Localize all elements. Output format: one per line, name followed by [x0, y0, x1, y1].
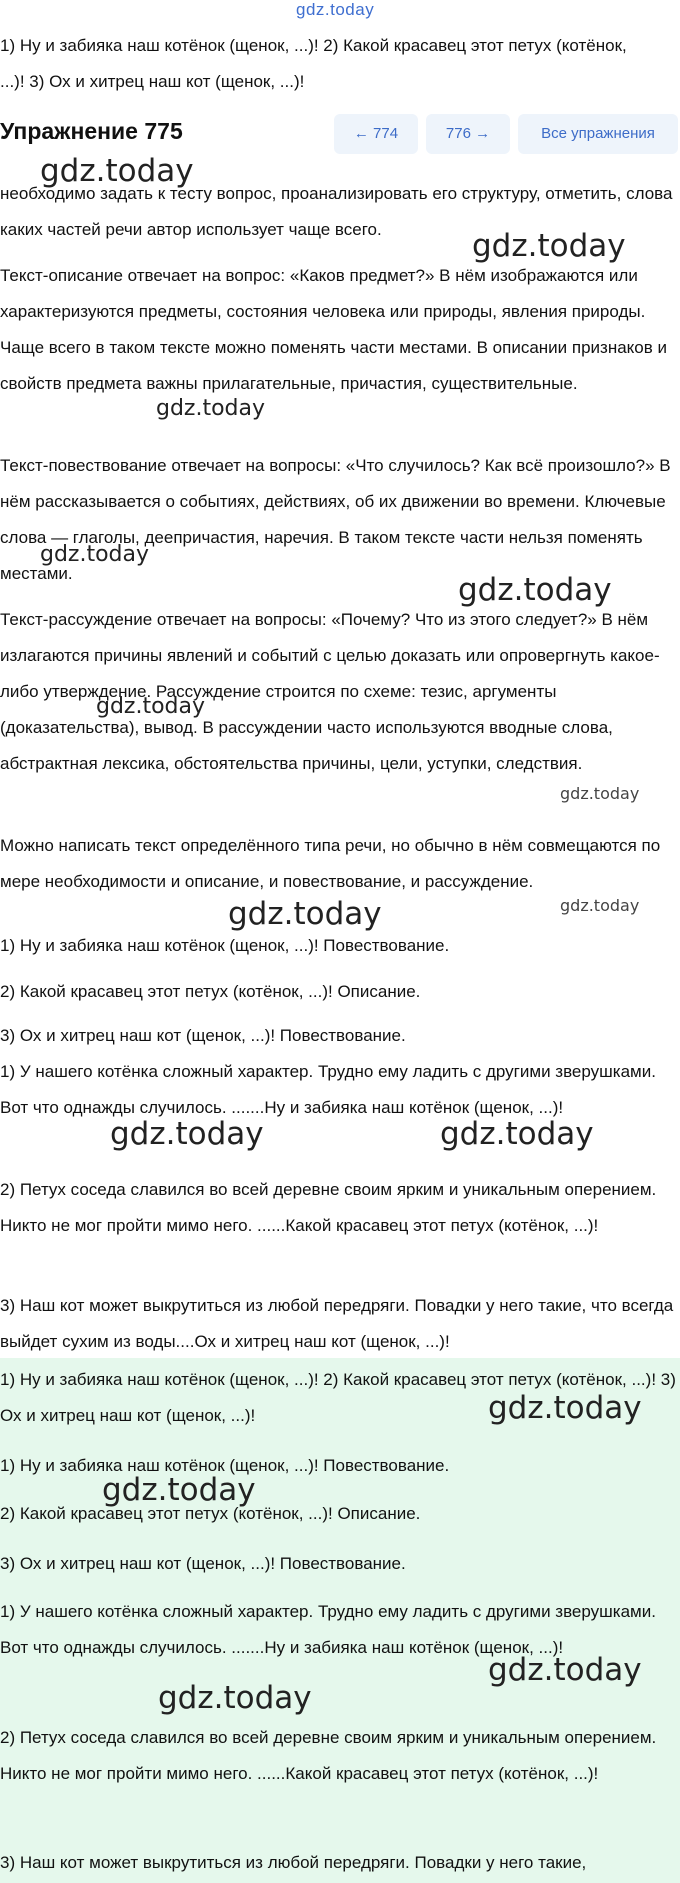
watermark: gdz.today: [40, 153, 194, 189]
answer-1: 1) Ну и забияка наш котёнок (щенок, ...)! Повествование.: [0, 936, 450, 955]
watermark: gdz.today: [158, 1680, 312, 1716]
watermark: gdz.today: [228, 896, 382, 932]
story-1: 1) У нашего котёнка сложный характер. Трудно ему ладить с другими зверушками. Вот что однажды случилось. .......Ну и забияка наш котёнок (щенок, ...)!: [0, 1062, 656, 1117]
watermark: gdz.today: [440, 1116, 594, 1152]
watermark: gdz.today: [560, 784, 640, 803]
answer-summary-line-2: ...)! 3) Ох и хитрец наш кот (щенок, ...)!: [0, 72, 305, 91]
site-logo[interactable]: gdz.today: [296, 0, 375, 19]
watermark: gdz.today: [458, 572, 612, 608]
exercise-title: Упражнение 775: [0, 118, 183, 144]
next-exercise-button[interactable]: 776 →: [426, 114, 510, 154]
watermark: gdz.today: [102, 1472, 256, 1508]
answer-summary-line-1: 1) Ну и забияка наш котёнок (щенок, ...)! 2) Какой красавец этот петух (котёнок,: [0, 36, 627, 55]
all-exercises-button[interactable]: Все упражнения: [518, 114, 678, 154]
mixed-types-paragraph: Можно написать текст определённого типа речи, но обычно в нём совмещаются по мере необходимости и описание, и повествование, и рассуждение.: [0, 836, 661, 891]
green-story-1: 1) У нашего котёнка сложный характер. Трудно ему ладить с другими зверушками. Вот что однажды случилось. .......Ну и забияка наш котёнок (щенок, ...)!: [0, 1602, 656, 1657]
watermark: gdz.today: [472, 228, 626, 264]
intro-paragraph: необходимо задать к тесту вопрос, проанализировать его структуру, отметить, слова каких частей речи автор использует чаще всего.: [0, 184, 673, 239]
answer-2: 2) Какой красавец этот петух (котёнок, ...)! Описание.: [0, 982, 421, 1001]
watermark: gdz.today: [156, 396, 266, 421]
answer-3: 3) Ох и хитрец наш кот (щенок, ...)! Повествование.: [0, 1026, 406, 1045]
watermark: gdz.today: [488, 1652, 642, 1688]
narration-paragraph: Текст-повествование отвечает на вопросы: «Что случилось? Как всё произошло?» В нём рассказывается о событиях, действиях, об их движении во времени. Ключевые слова — глаголы, деепричастия, наречия. В таком тексте части нельзя поменять местами.: [0, 456, 671, 583]
description-paragraph: Текст-описание отвечает на вопрос: «Каков предмет?» В нём изображаются или характеризуются предметы, состояния человека или природы, явления природы. Чаще всего в таком тексте можно поменять части местами. В описании признаков и свойств предмета важны прилагательные, причастия, существительные.: [0, 266, 668, 393]
watermark: gdz.today: [488, 1390, 642, 1426]
reasoning-paragraph: Текст-рассуждение отвечает на вопросы: «Почему? Что из этого следует?» В нём излагаются причины явлений и событий с целью доказать или опровергнуть какое-либо утверждение. Рассуждение строится по схеме: тезис, аргументы (доказательства), вывод. В рассуждении часто используются вводные слова, абстрактная лексика, обстоятельства причины, цели, уступки, следствия.: [0, 610, 660, 773]
green-answer-3: 3) Ох и хитрец наш кот (щенок, ...)! Повествование.: [0, 1554, 406, 1573]
story-2: 2) Петух соседа славился во всей деревне своим ярким и уникальным оперением. Никто не мог пройти мимо него. ......Какой красавец этот петух (котёнок, ...)!: [0, 1180, 657, 1235]
watermark: gdz.today: [110, 1116, 264, 1152]
green-answer-1: 1) Ну и забияка наш котёнок (щенок, ...)! Повествование.: [0, 1456, 450, 1475]
watermark: gdz.today: [96, 694, 206, 719]
prev-exercise-button[interactable]: ← 774: [334, 114, 418, 154]
watermark: gdz.today: [560, 896, 640, 915]
green-story-3: 3) Наш кот может выкрутиться из любой передряги. Повадки у него такие,: [0, 1853, 587, 1872]
story-3: 3) Наш кот может выкрутиться из любой передряги. Повадки у него такие, что всегда выйдет сухим из воды....Ох и хитрец наш кот (щенок, ...)!: [0, 1296, 674, 1351]
watermark: gdz.today: [40, 542, 150, 567]
green-answer-2: 2) Какой красавец этот петух (котёнок, ...)! Описание.: [0, 1504, 421, 1523]
green-summary: 1) Ну и забияка наш котёнок (щенок, ...)! 2) Какой красавец этот петух (котёнок, ...)! 3) Ох и хитрец наш кот (щенок, ...)!: [0, 1370, 676, 1425]
green-story-2: 2) Петух соседа славился во всей деревне своим ярким и уникальным оперением. Никто не мог пройти мимо него. ......Какой красавец этот петух (котёнок, ...)!: [0, 1728, 657, 1783]
